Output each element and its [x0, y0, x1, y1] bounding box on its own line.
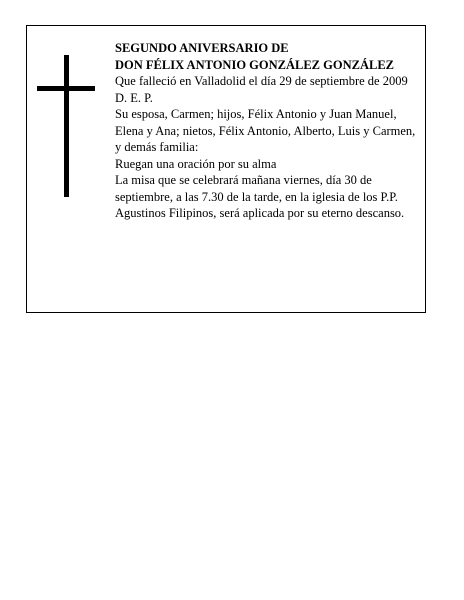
cross-vertical-bar: [64, 55, 69, 197]
mass-info: La misa que se celebrará mañana viernes, día 30 de septiembre, a las 7.30 de la tarde, en la iglesia de los P.P. Agustinos Filipinos, será aplicada por su eterno descanso.: [115, 173, 405, 220]
obituary-notice: [26, 25, 426, 313]
heading-line-1: SEGUNDO ANIVERSARIO DE: [115, 41, 289, 55]
heading-line-2: DON FÉLIX ANTONIO GONZÁLEZ GONZÁLEZ: [115, 57, 394, 72]
prayer-request: Ruegan una oración por su alma: [115, 156, 277, 171]
rip-text: D. E. P.: [115, 90, 153, 105]
cross-icon: [37, 55, 95, 197]
family-text: Su esposa, Carmen; hijos, Félix Antonio y Juan Manuel, Elena y Ana; nietos, Félix Antonio, Alberto, Luis y Carmen, y demás familia:: [115, 107, 416, 154]
death-info: Que falleció en Valladolid el día 29 de septiembre de 2009: [115, 74, 408, 88]
notice-text: [115, 40, 421, 222]
cross-horizontal-bar: [37, 86, 95, 91]
